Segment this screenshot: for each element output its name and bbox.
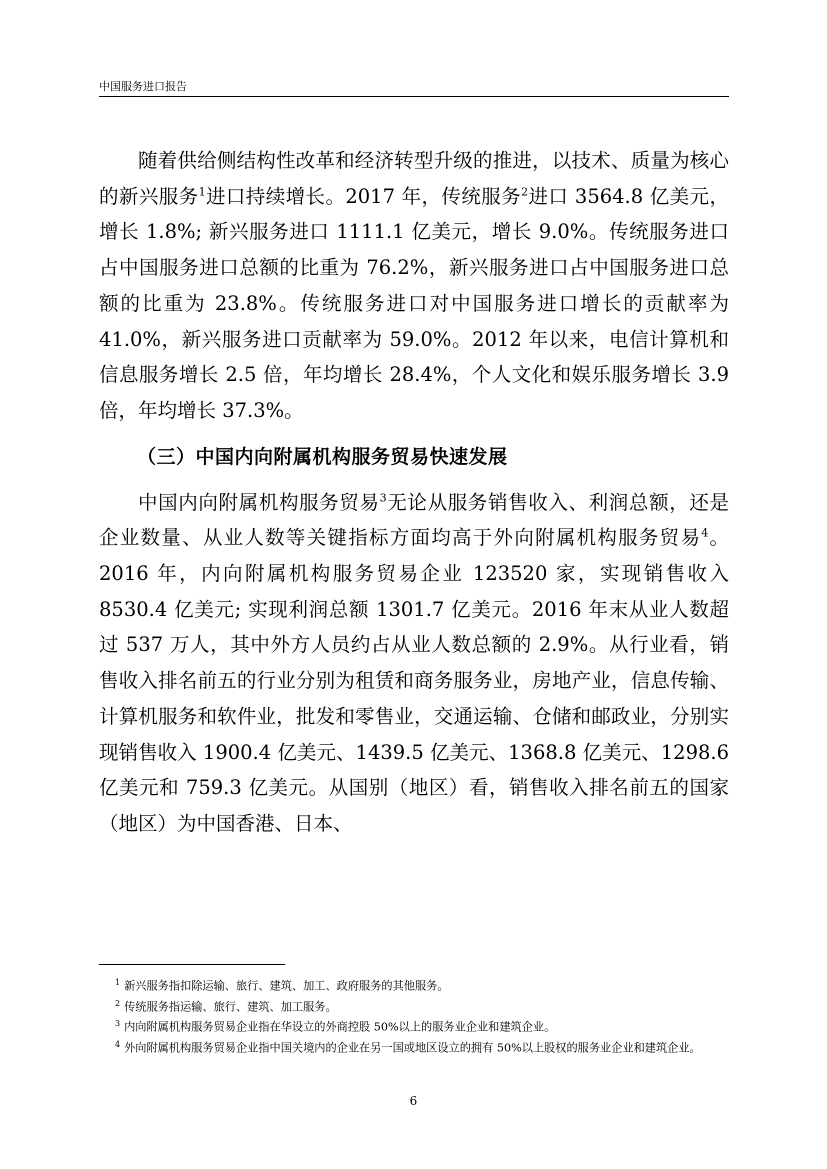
footnote-item <box>99 995 729 1016</box>
footnote-ref-3[interactable]: 3 <box>379 491 387 505</box>
footnotes <box>99 974 729 1057</box>
paragraph2-text-3: 。2016 年，内向附属机构服务贸易企业 123520 家，实现销售收入 8530.4 亿美元; 实现利润总额 1301.7 亿美元。2016 年末从业人数超过 537 万人，其中外方人员约占从业人数总额的 2.9%。从行业看，销售收入排名前五的行业分别为租赁和商务服务业，房地产业，信息传输、计算机服务和软件业，批发和零售业，交通运输、仓储和邮政业，分别实现销售收入 1900.4 亿美元、1439.5 亿美元、1368.8 亿美元、1298.6 亿美元和 759.3 亿美元。从国别（地区）看，销售收入排名前五的国家（地区）为中国香港、日本、 <box>99 526 729 835</box>
running-header: 中国服务进口报告 <box>99 80 187 93</box>
footnote-text: 新兴服务指扣除运输、旅行、建筑、加工、政府服务的其他服务。 <box>124 979 449 993</box>
footnote-ref-1[interactable]: 1 <box>198 185 206 199</box>
paragraph1-text-2: 进口持续增长。2017 年，传统服务 <box>205 184 522 208</box>
footnote-number: 3 <box>115 1019 121 1029</box>
section-heading: （三）中国内向附属机构服务贸易快速发展 <box>137 445 508 468</box>
paragraph2-text-2: 无论从服务销售收入、利润总额，还是企业数量、从业人数等关键指标方面均高于外向附属机构服务贸易 <box>99 490 729 550</box>
footnote-ref-2[interactable]: 2 <box>521 185 529 199</box>
footnote-text: 内向附属机构服务贸易企业指在华设立的外商控股 50%以上的服务业企业和建筑企业。 <box>124 1021 556 1035</box>
footnote-rule <box>99 964 285 965</box>
paragraph2-text-1: 中国内向附属机构服务贸易 <box>138 490 380 514</box>
header-rule <box>99 96 729 97</box>
footnote-number: 4 <box>115 1040 121 1050</box>
paragraph1-text-3: 进口 3564.8 亿美元，增长 1.8%; 新兴服务进口 1111.1 亿美元，增长 9.0%。传统服务进口占中国服务进口总额的比重为 76.2%，新兴服务进口占中国服务进口总额的比重为 23.8%。传统服务进口对中国服务进口增长的贡献率为 41.0%，新兴服务进口贡献率为 59.0%。2012 年以来，电信计算机和信息服务增长 2.5 倍，年均增长 28.4%，个人文化和娱乐服务增长 3.9 倍，年均增长 37.3%。 <box>99 184 729 422</box>
footnote-number: 2 <box>115 998 121 1008</box>
paragraph-affiliates <box>99 485 729 842</box>
paragraph1-text-1: 随着供给侧结构性改革和经济转型升级的推进，以技术、质量为核心的新兴服务 <box>99 149 729 208</box>
page-number: 6 <box>409 1094 418 1108</box>
footnote-item <box>99 974 729 995</box>
footnote-text: 传统服务指运输、旅行、建筑、加工服务。 <box>124 1000 337 1014</box>
footnote-text: 外向附属机构服务贸易企业指中国关境内的企业在另一国或地区设立的拥有 50%以上股权的服务业企业和建筑企业。 <box>124 1041 701 1055</box>
footnote-item <box>99 1036 729 1057</box>
footnote-number: 1 <box>115 978 121 987</box>
footnote-item <box>99 1015 729 1036</box>
paragraph-emerging-services <box>99 143 729 429</box>
main-text <box>99 143 729 842</box>
footnote-ref-4[interactable]: 4 <box>701 526 709 540</box>
